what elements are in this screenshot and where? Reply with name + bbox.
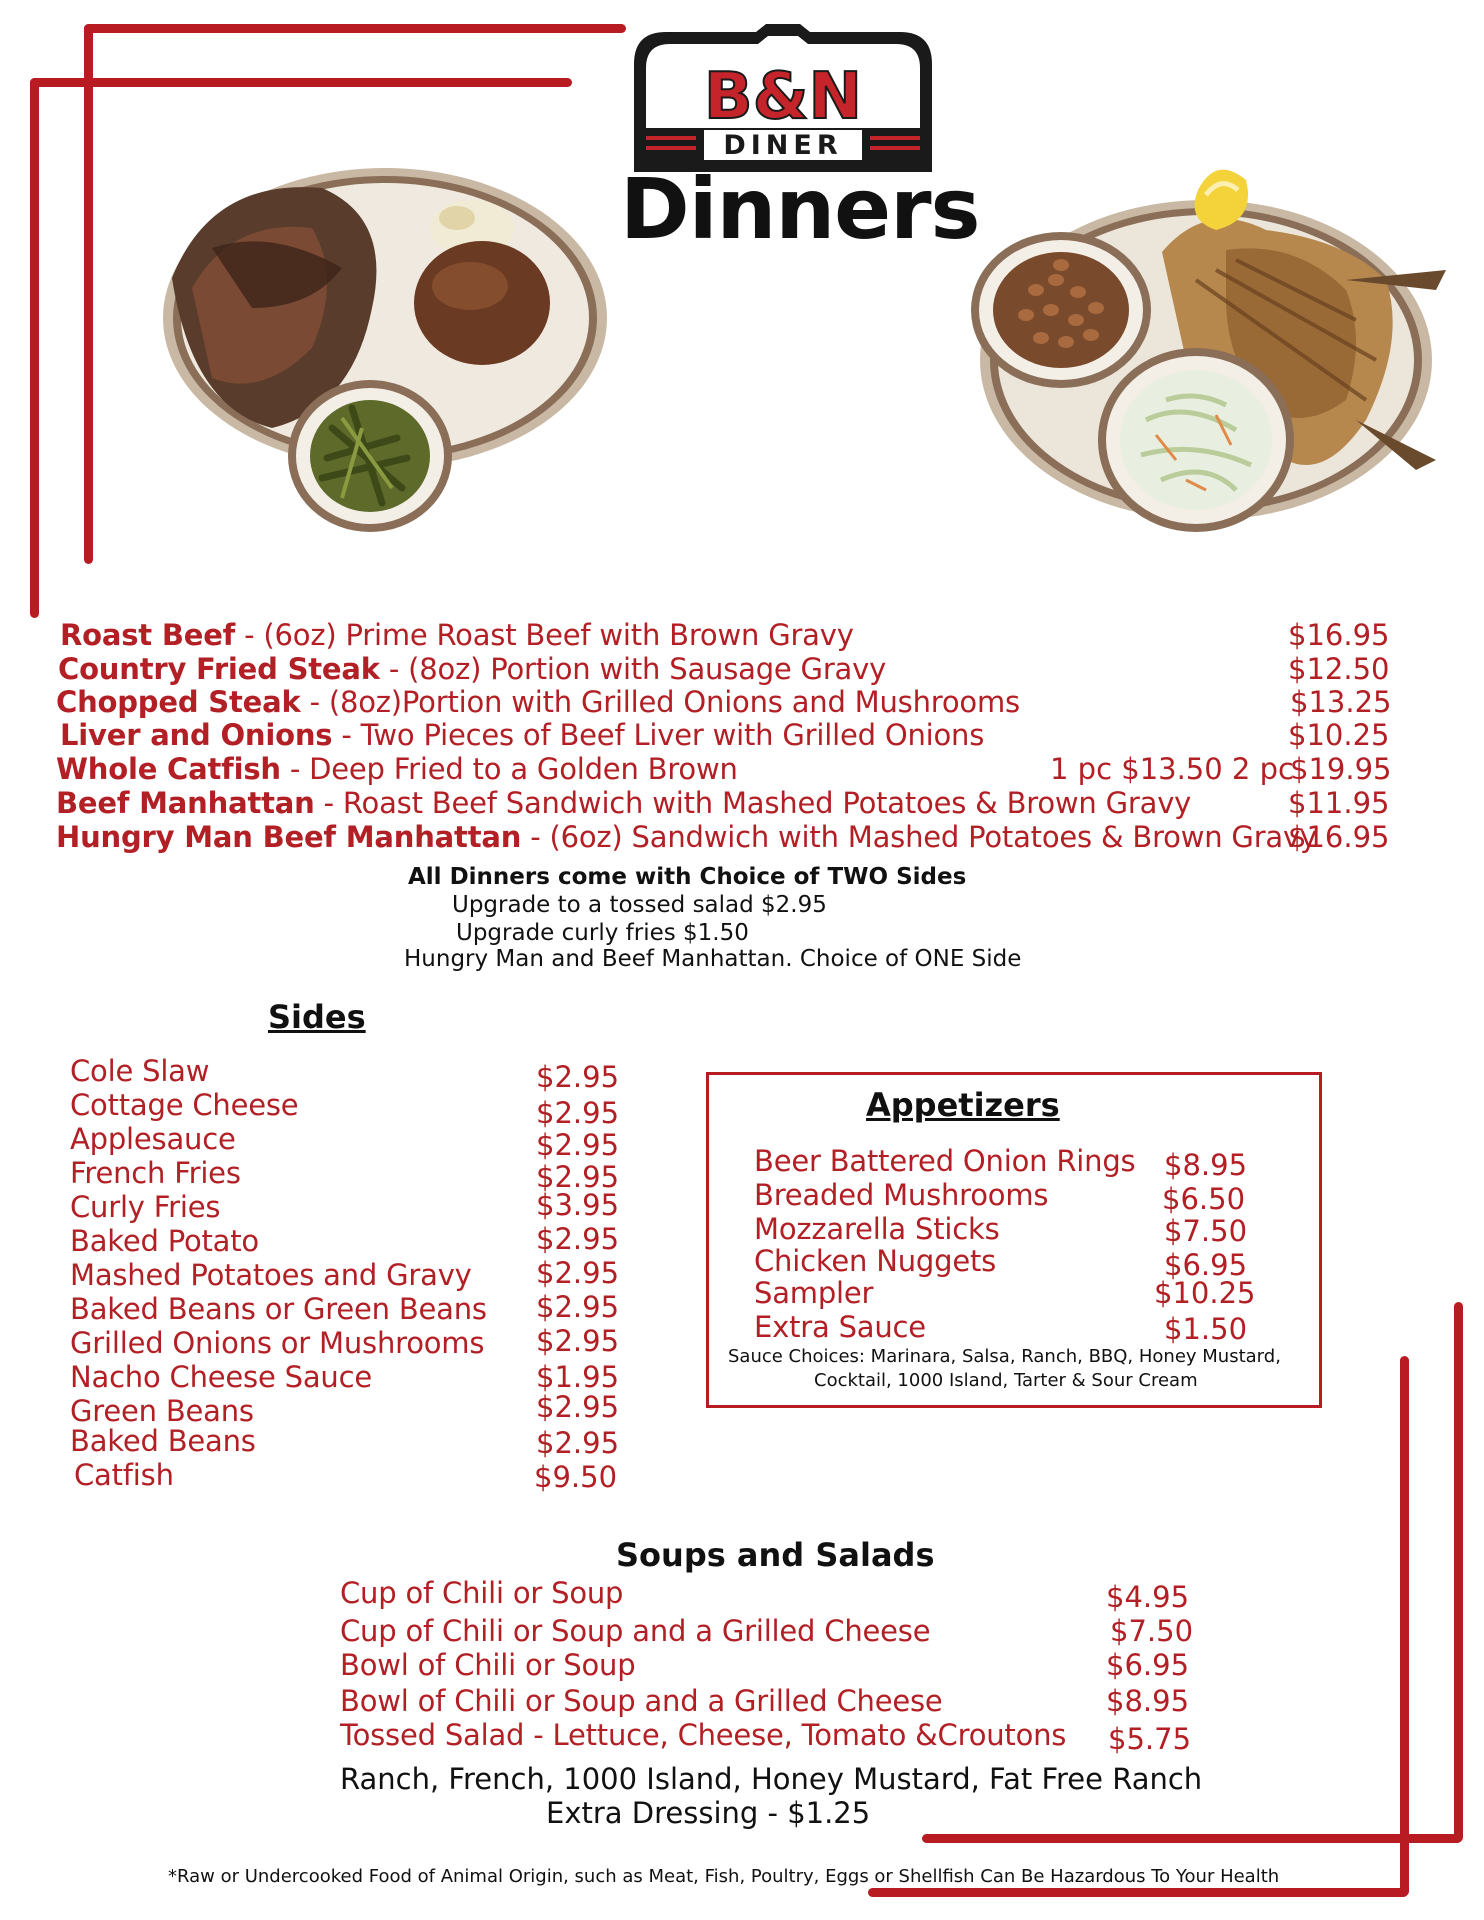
soup-item-price: $5.75 [1108,1722,1192,1756]
dinner-item-name: Chopped Steak [56,685,301,719]
bn-diner-logo [626,24,940,172]
dinner-note-sides: All Dinners come with Choice of TWO Sides [408,864,967,890]
dinner-item-name: Liver and Onions [60,718,333,752]
side-item: Baked Potato [70,1224,259,1258]
dinner-item-price: $12.50 [1288,652,1390,686]
dinner-item [56,786,1191,820]
soup-item: Cup of Chili or Soup and a Grilled Cheese [340,1614,931,1648]
soups-heading: Soups and Salads [616,1536,935,1574]
side-item: Cole Slaw [70,1054,210,1088]
appetizer-item: Breaded Mushrooms [754,1178,1049,1212]
soup-item: Tossed Salad - Lettuce, Cheese, Tomato &Croutons [340,1718,1067,1752]
roast-beef-plate-image [152,158,618,538]
appetizer-item-price: $6.50 [1162,1182,1246,1216]
dinner-item [60,718,984,752]
side-item-price: $2.95 [536,1290,620,1324]
dinner-item-name: Whole Catfish [56,752,281,786]
side-item: Catfish [74,1458,174,1492]
dinner-item-desc: - (8oz)Portion with Grilled Onions and Mushrooms [300,685,1020,719]
side-item-price: $1.95 [536,1360,620,1394]
frame-line-left-outer [84,24,93,564]
appetizer-item-price: $8.95 [1164,1148,1248,1182]
frame-line-bottom-outer [922,1834,1462,1843]
appetizer-item: Sampler [754,1276,874,1310]
side-item: Green Beans [70,1394,254,1428]
side-item-price: $2.95 [536,1160,620,1194]
side-item-price: $2.95 [536,1256,620,1290]
dinner-item-price: $16.95 [1288,618,1390,652]
side-item: Baked Beans or Green Beans [70,1292,487,1326]
side-item: Curly Fries [70,1190,221,1224]
dinner-item-price: $11.95 [1288,786,1390,820]
side-item-price: $2.95 [536,1060,620,1094]
dinner-item-desc: - (6oz) Prime Roast Beef with Brown Gravy [235,618,854,652]
dinner-item-desc: - Roast Beef Sandwich with Mashed Potatoes & Brown Gravy [314,786,1192,820]
dinner-item-desc: - (8oz) Portion with Sausage Gravy [379,652,887,686]
frame-line-right-inner [1400,1356,1409,1896]
frame-line-left-inner [30,78,39,618]
side-item: Mashed Potatoes and Gravy [70,1258,472,1292]
side-item: Applesauce [70,1122,236,1156]
logo-text-diner: DINER [723,130,843,161]
appetizer-item-price: $1.50 [1164,1312,1248,1346]
dinner-item-extra: 1 pc $13.50 2 pc [1050,752,1294,786]
dinner-note-one-side: Hungry Man and Beef Manhattan. Choice of ONE Side [404,946,1022,972]
frame-line-right-outer [1454,1302,1463,1842]
dinner-item-desc: - Deep Fried to a Golden Brown [280,752,738,786]
soup-item: Bowl of Chili or Soup [340,1648,636,1682]
soup-item-price: $8.95 [1106,1684,1190,1718]
side-item: French Fries [70,1156,241,1190]
appetizer-item: Mozzarella Sticks [754,1212,1000,1246]
appetizer-item-price: $7.50 [1164,1214,1248,1248]
appetizer-item: Extra Sauce [754,1310,926,1344]
side-item: Cottage Cheese [70,1088,299,1122]
dinner-item-desc: - (6oz) Sandwich with Mashed Potatoes & Brown Gravy [521,820,1317,854]
dinner-note-salad-upgrade: Upgrade to a tossed salad $2.95 [452,892,827,918]
dinner-item [56,752,738,786]
frame-line-bottom-inner [868,1888,1408,1897]
side-item: Baked Beans [70,1424,256,1458]
sauce-choices-line2: Cocktail, 1000 Island, Tarter & Sour Cream [814,1370,1198,1391]
dinner-item-name: Beef Manhattan [56,786,315,820]
soup-item: Cup of Chili or Soup [340,1576,624,1610]
side-item-price: $2.95 [536,1222,620,1256]
side-item-price: $9.50 [534,1460,618,1494]
appetizer-item-price: $10.25 [1154,1276,1256,1310]
dinner-item [58,652,886,686]
dinner-item-name: Roast Beef [60,618,236,652]
dinner-item [56,820,1317,854]
side-item-price: $2.95 [536,1324,620,1358]
side-item: Grilled Onions or Mushrooms [70,1326,485,1360]
sides-heading: Sides [268,998,366,1036]
dinner-item-price: $16.95 [1288,820,1390,854]
frame-line-top-outer [84,24,626,33]
side-item-price: $2.95 [536,1426,620,1460]
logo-text-bn: B&N [703,60,863,134]
side-item-price: $2.95 [536,1390,620,1424]
soup-item-price: $4.95 [1106,1580,1190,1614]
side-item-price: $3.95 [536,1188,620,1222]
soup-item-price: $7.50 [1110,1614,1194,1648]
dinner-item [56,685,1020,719]
side-item: Nacho Cheese Sauce [70,1360,372,1394]
catfish-plate-image [966,160,1450,560]
frame-line-top-inner [30,78,572,87]
soup-item: Bowl of Chili or Soup and a Grilled Cheese [340,1684,943,1718]
dinner-item-price: $19.95 [1290,752,1392,786]
appetizer-item-price: $6.95 [1164,1248,1248,1282]
soup-item-price: $6.95 [1106,1648,1190,1682]
side-item-price: $2.95 [536,1128,620,1162]
dressing-choices: Ranch, French, 1000 Island, Honey Mustard, Fat Free Ranch [340,1762,1203,1796]
side-item-price: $2.95 [536,1096,620,1130]
health-disclaimer: *Raw or Undercooked Food of Animal Origin, such as Meat, Fish, Poultry, Eggs or Shellfish Can Be Hazardous To Your Health [168,1866,1280,1887]
dinner-item-desc: - Two Pieces of Beef Liver with Grilled Onions [332,718,985,752]
dinner-item-price: $13.25 [1290,685,1392,719]
dinner-note-fries-upgrade: Upgrade curly fries $1.50 [456,920,749,946]
dinner-item-name: Hungry Man Beef Manhattan [56,820,522,854]
appetizer-item: Chicken Nuggets [754,1244,997,1278]
page-title: Dinners [620,160,980,258]
dinner-item [60,618,854,652]
appetizer-item: Beer Battered Onion Rings [754,1144,1136,1178]
dinner-item-name: Country Fried Steak [58,652,380,686]
dinner-item-price: $10.25 [1288,718,1390,752]
extra-dressing: Extra Dressing - $1.25 [546,1796,871,1830]
appetizers-heading: Appetizers [866,1086,1060,1124]
sauce-choices-line1: Sauce Choices: Marinara, Salsa, Ranch, BBQ, Honey Mustard, [728,1346,1281,1367]
